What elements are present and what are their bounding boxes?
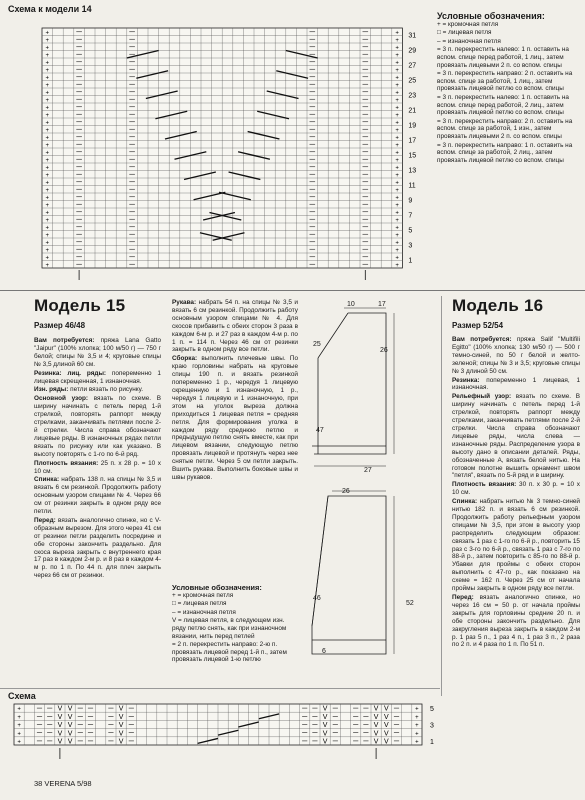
model15-column-2	[172, 299, 298, 483]
paragraph-text: петли вязать по рисунку.	[68, 386, 144, 394]
slip-stitch-symbol: V	[383, 713, 389, 721]
edge-stitch-symbol: +	[395, 45, 399, 52]
edge-stitch-symbol: +	[45, 210, 50, 217]
edge-stitch-symbol: +	[395, 240, 399, 247]
slip-stitch-symbol: V	[67, 738, 73, 746]
edge-stitch-symbol: +	[45, 165, 50, 172]
edge-stitch-symbol: +	[17, 739, 21, 746]
legend-line: □ = лицевая петля	[172, 600, 227, 608]
edge-stitch-symbol: +	[415, 714, 419, 721]
edge-stitch-symbol: +	[395, 105, 399, 112]
legend-line: – = изнаночная петля	[172, 608, 236, 616]
edge-stitch-symbol: +	[415, 723, 419, 730]
legend-line: V = лицевая петля, в следующем изн. ряду петлю снять, как при изнаночном вязании, нить перед петлей	[172, 617, 287, 640]
edge-stitch-symbol: +	[45, 127, 50, 134]
edge-stitch-symbol: +	[395, 262, 399, 269]
edge-stitch-symbol: +	[45, 240, 50, 247]
slip-stitch-symbol: V	[322, 722, 328, 730]
top-legend	[437, 13, 580, 165]
edge-stitch-symbol: +	[395, 142, 399, 149]
edge-stitch-symbol: +	[395, 202, 399, 209]
row-number: 3	[430, 722, 434, 730]
edge-stitch-symbol: +	[45, 232, 50, 239]
row-number: 31	[408, 32, 417, 40]
edge-stitch-symbol: +	[395, 255, 399, 262]
column-divider	[441, 296, 442, 696]
model15-legend	[172, 584, 298, 665]
slip-stitch-symbol: V	[67, 713, 73, 721]
edge-stitch-symbol: +	[395, 112, 399, 119]
edge-stitch-symbol: +	[395, 75, 399, 82]
slip-stitch-symbol: V	[322, 738, 328, 746]
paragraph-text: пряжа Salif "Multifili Egitto" (100% хлопка; 130 м/50 г) — 500 г темно-синей, по 50 г белой и желто-зеленой; спицы № 3 и 3,5; круговые спицы № 3 длиной 50 см.	[452, 336, 580, 375]
edge-stitch-symbol: +	[17, 731, 21, 738]
slip-stitch-symbol: V	[322, 705, 328, 713]
model15-column-1	[34, 337, 161, 581]
paragraph-text: вязать по схеме. В ширину начинать с петель перед 1-й стрелкой, повторять раппорт между стрелками, заканчивать петлями после 2-й стрелки. Числа справа обозначают лицевые ряды, числа слева — изнаночные ряды. Распределение узора в высоту дано в описании деталей. Ряды, обозначенные А, вязать белой нитью. На готовом полотне вышить орнамент швом "петля", вязать по 5-й ряд и в ширину.	[452, 393, 580, 480]
edge-stitch-symbol: +	[45, 97, 50, 104]
paragraph-text: попеременно 1 лицевая скрещенная, 1 изнаночная.	[34, 369, 161, 385]
model15-size: Размер 46/48	[34, 321, 86, 330]
slip-stitch-symbol: V	[57, 738, 63, 746]
row-number: 5	[408, 227, 413, 235]
edge-stitch-symbol: +	[45, 52, 50, 59]
slip-stitch-symbol: V	[383, 722, 389, 730]
paragraph	[34, 395, 161, 458]
model16-column	[452, 336, 580, 650]
legend-line: = 3 п. перекрестить направо: 2 п. оставить на вспом. спице за работой, 1 лиц., затем провязать лицевой петлю со вспом. спицы	[437, 70, 573, 93]
slip-stitch-symbol: V	[373, 722, 379, 730]
row-number: 17	[408, 137, 417, 145]
slip-stitch-symbol: V	[118, 722, 124, 730]
paragraph	[172, 355, 298, 482]
edge-stitch-symbol: +	[45, 82, 50, 89]
m15-sleeve-52: 52	[406, 600, 414, 607]
edge-stitch-symbol: +	[395, 247, 399, 254]
edge-stitch-symbol: +	[395, 157, 399, 164]
slip-stitch-symbol: V	[57, 722, 63, 730]
row-number: 9	[408, 197, 413, 205]
edge-stitch-symbol: +	[45, 217, 50, 224]
edge-stitch-symbol: +	[395, 172, 399, 179]
slip-stitch-symbol: V	[322, 730, 328, 738]
edge-stitch-symbol: +	[45, 135, 50, 142]
edge-stitch-symbol: +	[415, 739, 419, 746]
paragraph-text: вязать аналогично спинке, но с V-образным вырезом. Для этого через 41 см от резинки петли разделить посредине и обе стороны закончить раздельно. Для скоса выреза закрыть с внутреннего края 17 раз в каждом 2-м р. и 8 раз в каждом 4-м р. по 1 п. По 44 п. для плеч закрыть через 66 см от резинки.	[34, 516, 161, 580]
edge-stitch-symbol: +	[45, 150, 50, 157]
edge-stitch-symbol: +	[415, 706, 419, 713]
edge-stitch-symbol: +	[45, 195, 50, 202]
edge-stitch-symbol: +	[395, 232, 399, 239]
paragraph	[34, 476, 161, 516]
slip-stitch-symbol: V	[57, 713, 63, 721]
edge-stitch-symbol: +	[395, 90, 399, 97]
edge-stitch-symbol: +	[415, 731, 419, 738]
paragraph-text: пряжа Lana Gatto "Jaipur" (100% хлопка; 100 м/50 г) — 750 г белой; спицы № 3,5 и 4; круговые спицы № 3,5 длиной 60 см.	[34, 337, 162, 368]
edge-stitch-symbol: +	[45, 247, 50, 254]
edge-stitch-symbol: +	[395, 120, 399, 127]
slip-stitch-symbol: V	[373, 738, 379, 746]
edge-stitch-symbol: +	[45, 262, 50, 269]
edge-stitch-symbol: +	[45, 202, 50, 209]
m15-dim-length: 47	[316, 427, 324, 434]
model15-title: Модель 15	[34, 296, 126, 315]
slip-stitch-symbol: V	[118, 730, 124, 738]
edge-stitch-symbol: +	[395, 67, 399, 74]
slip-stitch-symbol: V	[118, 713, 124, 721]
row-number: 15	[408, 152, 417, 160]
model16-size: Размер 52/54	[452, 321, 504, 330]
paragraph	[452, 377, 580, 393]
paragraph-heading: Изн. ряды:	[34, 386, 69, 394]
row-number: 21	[408, 107, 417, 115]
slip-stitch-symbol: V	[322, 713, 328, 721]
slip-stitch-symbol: V	[373, 705, 379, 713]
slip-stitch-symbol: V	[67, 730, 73, 738]
legend-line: + = кромочная петля	[437, 20, 499, 28]
edge-stitch-symbol: +	[45, 90, 50, 97]
paragraph-heading: Перед:	[452, 594, 474, 601]
m15-dim-shoulder: 17	[378, 301, 386, 308]
paragraph	[34, 386, 161, 394]
paragraph-text: 30 п. x 30 р. = 10 x 10 см.	[452, 481, 580, 497]
m15-sleeve-46: 46	[313, 595, 321, 602]
slip-stitch-symbol: V	[373, 730, 379, 738]
paragraph-heading: Перед:	[34, 516, 56, 524]
paragraph-text: 25 п. x 28 р. = 10 x 10 см.	[34, 459, 161, 475]
paragraph-heading: Рукава:	[172, 299, 197, 306]
slip-stitch-symbol: V	[57, 705, 63, 713]
edge-stitch-symbol: +	[45, 60, 50, 67]
paragraph-heading: Плотность вязания:	[452, 481, 517, 489]
m15-sleeve-6: 6	[322, 648, 326, 655]
edge-stitch-symbol: +	[395, 210, 399, 217]
paragraph	[452, 393, 580, 480]
edge-stitch-symbol: +	[45, 120, 50, 127]
row-number: 1	[430, 739, 434, 746]
legend-line: = 3 п. перекрестить налево: 1 п. оставить на вспом. спице перед работой, 2 лиц., затем провязать лицевой петлю со вспом. спицы	[437, 93, 569, 117]
edge-stitch-symbol: +	[395, 37, 399, 44]
paragraph	[452, 336, 580, 376]
edge-stitch-symbol: +	[395, 225, 399, 232]
row-number: 23	[408, 92, 417, 100]
paragraph-heading: Плотность вязания:	[34, 459, 99, 467]
edge-stitch-symbol: +	[45, 30, 50, 37]
paragraph	[172, 299, 298, 354]
edge-stitch-symbol: +	[395, 60, 399, 67]
edge-stitch-symbol: +	[17, 723, 21, 730]
edge-stitch-symbol: +	[45, 187, 50, 194]
bottom-divider	[0, 688, 440, 689]
edge-stitch-symbol: +	[17, 706, 21, 713]
row-number: 25	[408, 77, 417, 85]
edge-stitch-symbol: +	[395, 165, 399, 172]
paragraph-heading: Спинка:	[34, 476, 60, 484]
paragraph-text: попеременно 1 лицевая, 1 изнаночная.	[452, 376, 580, 392]
edge-stitch-symbol: +	[45, 75, 50, 82]
edge-stitch-symbol: +	[45, 37, 50, 44]
edge-stitch-symbol: +	[395, 30, 399, 37]
edge-stitch-symbol: +	[45, 105, 50, 112]
row-number: 27	[408, 62, 417, 70]
slip-stitch-symbol: V	[118, 705, 124, 713]
slip-stitch-symbol: V	[373, 713, 379, 721]
paragraph	[452, 481, 580, 497]
edge-stitch-symbol: +	[45, 255, 50, 262]
paragraph-text: набрать 54 п. на спицы № 3,5 и вязать 6 см резинкой. Продолжить работу основным узором спицами № 4. Для скосов прибавить с обеих сторон 3 раза в каждом 6-м р. и 27 раз в каждом 4-м р. по 1 п. = 114 п. Через 46 см от резинки закрыть в одном ряду все петли.	[172, 299, 298, 354]
m15-dim-neck: 10	[347, 301, 355, 308]
m15-sleeve-top: 26	[342, 488, 350, 495]
edge-stitch-symbol: +	[395, 217, 399, 224]
edge-stitch-symbol: +	[395, 180, 399, 187]
legend-line: = 3 п. перекрестить направо: 1 п. оставить на вспом. спице за работой, 2 лиц., затем провязать лицевой петлю со вспом. спицы	[437, 141, 573, 164]
top-knitting-chart	[40, 22, 430, 284]
edge-stitch-symbol: +	[45, 67, 50, 74]
m15-dim-v-depth: 25	[313, 341, 321, 348]
edge-stitch-symbol: +	[395, 135, 399, 142]
paragraph-heading: Основной узор:	[34, 395, 89, 403]
edge-stitch-symbol: +	[45, 180, 50, 187]
legend-line: – = изнаночная петля	[437, 37, 501, 45]
paragraph-heading: Резинка: лиц. ряды:	[34, 369, 107, 377]
paragraph	[34, 370, 161, 386]
paragraph-text: набрать нитью № 3 темно-синей нитью 182 п. и вязать 6 см резинкой. Продолжить работу рельефным узором спицами № 3,5, при этом в высоту узор распределить следующим образом: связать 1 раз с 1-го по 6-й р., повторить 15 раз с 3-го по 6-й р., связать 1 раз с 7-го по 88-й р., затем повторить с 85-го по 88-й р. Убавки для проймы с обеих сторон выполнить с 47-го р., как показано на схеме = 162 п. Через 25 см от начала проймы закрыть в одном ряду все петли.	[452, 498, 580, 593]
slip-stitch-symbol: V	[67, 705, 73, 713]
legend-line: = 3 п. перекрестить налево: 1 п. оставить на вспом. спице перед работой, 1 лиц., затем провязать лицевыми 2 п. со вспом. спицы	[437, 46, 569, 69]
paragraph	[452, 498, 580, 593]
model16-title: Модель 16	[452, 296, 544, 315]
edge-stitch-symbol: +	[395, 127, 399, 134]
model15-legend-title: Условные обозначения:	[172, 583, 262, 592]
edge-stitch-symbol: +	[395, 150, 399, 157]
row-number: 19	[408, 122, 417, 130]
row-number: 11	[408, 182, 416, 190]
row-number: 29	[408, 47, 417, 55]
slip-stitch-symbol: V	[383, 705, 389, 713]
slip-stitch-symbol: V	[67, 722, 73, 730]
paragraph-text: выполнить плечевые швы. По краю горловины набрать на круговые спицы 190 п. и вязать резинкой попеременно 1 р., чередуя 1 лицевую скрещенную и 1 изнаночную, 1 р., чередуя 1 лицевую и 1 изнаночную, при этом на уголок выреза должна приходиться 1 лицевая петля = средняя петля. Для формирования уголка в каждом ряду среднюю петлю и предыдущую петлю снять вместе, как при лицевом вязании, следующую петлю провязать лицевой и протянуть через нее снятые петли. Через 5 см петли закрыть. Вшить рукава. Выполнить боковые швы и швы рукавов.	[172, 355, 298, 481]
paragraph-text: набрать 138 п. на спицы № 3,5 и вязать 6 см резинкой. Продолжить работу основным узором спицами № 4. Через 66 см от резинки закрыть в одном ряду все петли.	[34, 476, 161, 516]
paragraph-heading: Резинка:	[452, 376, 480, 384]
paragraph-heading: Вам потребуется:	[34, 337, 95, 344]
slip-stitch-symbol: V	[383, 730, 389, 738]
paragraph-text: вязать аналогично спинке, но через 16 см = 50 р. от начала проймы закрыть для горловины средние 20 п. и обе стороны закончить раздельно. Для закругления выреза закрыть в каждом 2-м р. 1 раз 5 п., 1 раз 4 п., 1 раз 3 п., 2 раза по 2 п. и 4 раза по 1 п. По 51 п.	[452, 594, 580, 649]
legend-line: + = кромочная петля	[172, 591, 234, 599]
edge-stitch-symbol: +	[45, 142, 50, 149]
top-chart-title: Схема к модели 14	[8, 4, 92, 14]
model15-pattern-drawing	[308, 296, 408, 676]
paragraph	[34, 337, 161, 369]
legend-line: □ = лицевая петля	[437, 29, 492, 37]
row-number: 13	[408, 167, 417, 175]
paragraph-heading: Вам потребуется:	[452, 336, 512, 343]
m15-dim-width: 27	[364, 467, 372, 474]
row-number: 3	[408, 242, 413, 250]
slip-stitch-symbol: V	[57, 730, 63, 738]
m15-dim-upper: 26	[380, 347, 388, 354]
edge-stitch-symbol: +	[395, 97, 399, 104]
edge-stitch-symbol: +	[395, 187, 399, 194]
slip-stitch-symbol: V	[383, 738, 389, 746]
slip-stitch-symbol: V	[118, 738, 124, 746]
paragraph-text: вязать по схеме. В ширину начинать с петель перед 1-й стрелкой, повторять раппорт между стрелками, заканчивать петлями после 2-й стрелки. Числа справа обозначают лицевые ряды. В изнаночных рядах петли вязать по рисунку или как указано. В высоту повторять с 1-го по 6-й ряд.	[34, 395, 161, 458]
edge-stitch-symbol: +	[395, 82, 399, 89]
edge-stitch-symbol: +	[45, 112, 50, 119]
paragraph-heading: Сборка:	[172, 355, 198, 363]
edge-stitch-symbol: +	[395, 52, 399, 59]
bottom-knitting-chart	[12, 700, 452, 762]
row-number: 1	[408, 257, 413, 265]
edge-stitch-symbol: +	[45, 45, 50, 52]
paragraph-heading: Рельефный узор:	[452, 393, 512, 401]
paragraph	[452, 594, 580, 649]
edge-stitch-symbol: +	[395, 195, 399, 202]
row-number: 7	[408, 212, 413, 220]
legend-line: = 3 п. перекрестить направо: 2 п. оставить на вспом. спице за работой, 1 изн., затем провязать лицевыми 2 п. со вспом. спицы	[437, 117, 573, 140]
top-legend-title: Условные обозначения:	[437, 11, 545, 21]
row-number: 5	[430, 706, 434, 714]
edge-stitch-symbol: +	[45, 157, 50, 164]
page-footer: 38 VERENA 5/98	[34, 779, 92, 788]
legend-line: = 2 п. перекрестить направо: 2-ю п. провязать лицевой перед 1-й п., затем провязать лицевой 1-ю петлю	[172, 641, 287, 664]
edge-stitch-symbol: +	[45, 172, 50, 179]
section-divider	[0, 290, 585, 291]
edge-stitch-symbol: +	[45, 225, 50, 232]
edge-stitch-symbol: +	[17, 714, 21, 721]
paragraph	[34, 460, 161, 476]
schema-title: Схема	[8, 691, 36, 701]
paragraph-heading: Спинка:	[452, 498, 478, 506]
paragraph	[34, 517, 161, 580]
